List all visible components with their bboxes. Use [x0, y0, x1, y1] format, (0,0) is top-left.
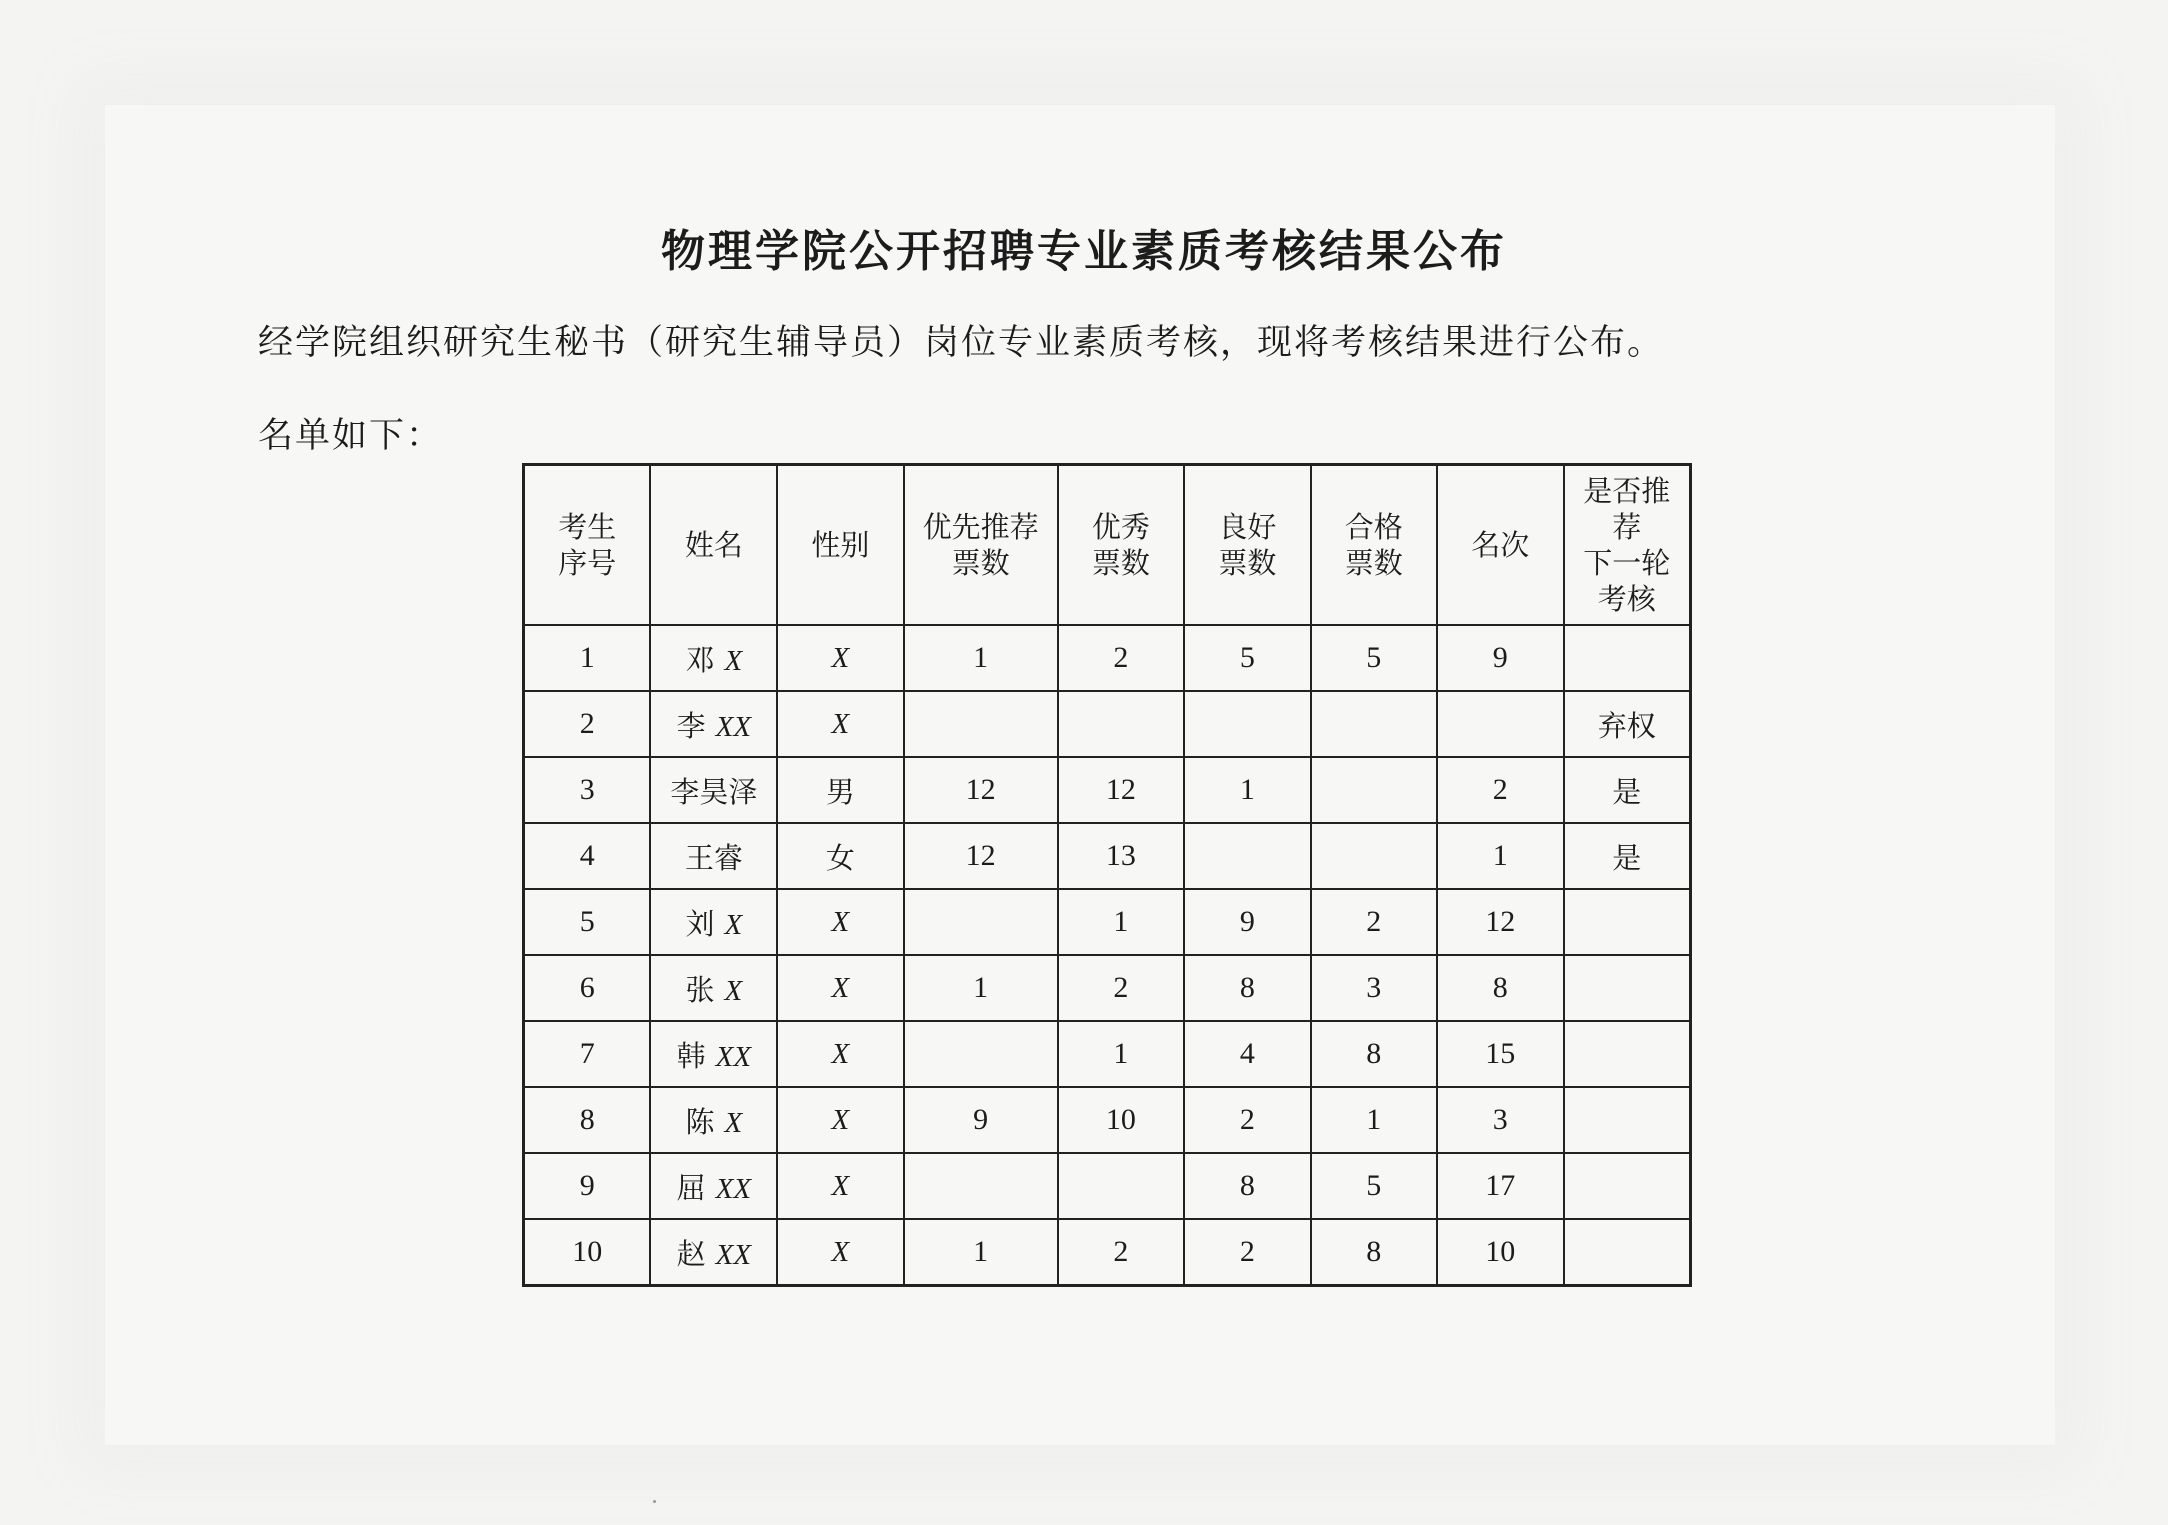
cell-seq: 1: [524, 625, 651, 691]
name-masked: XX: [715, 1172, 752, 1205]
cell-priority-votes: 1: [904, 1219, 1058, 1286]
header-priority-votes: [904, 465, 1058, 626]
name-surname: 张: [685, 972, 715, 1007]
header-excellent-line1: 优秀: [1091, 510, 1150, 544]
cell-rank: 12: [1437, 889, 1563, 955]
cell-excellent-votes: 13: [1058, 823, 1184, 889]
cell-seq: 6: [524, 955, 651, 1021]
cell-gender: X: [777, 955, 903, 1021]
name-masked: XX: [715, 1040, 752, 1073]
cell-pass-votes: [1311, 691, 1437, 757]
header-pass-line1: 合格: [1344, 510, 1403, 544]
cell-name: 王睿: [650, 823, 777, 889]
cell-next-round: 是: [1564, 823, 1691, 889]
header-priority-line2: 票数: [951, 546, 1010, 580]
cell-excellent-votes: 10: [1058, 1087, 1184, 1153]
cell-gender: X: [777, 1153, 903, 1219]
cell-name: 李昊泽: [650, 757, 777, 823]
cell-seq: 7: [524, 1021, 651, 1087]
cell-priority-votes: 1: [904, 625, 1058, 691]
name-surname: 刘: [685, 906, 715, 941]
header-good-line2: 票数: [1218, 546, 1277, 580]
cell-name: [650, 1219, 777, 1286]
cell-gender: 女: [777, 823, 903, 889]
cell-rank: 10: [1437, 1219, 1563, 1286]
cell-next-round: 是: [1564, 757, 1691, 823]
cell-good-votes: 9: [1184, 889, 1310, 955]
cell-name: [650, 889, 777, 955]
cell-pass-votes: 8: [1311, 1021, 1437, 1087]
name-surname: 陈: [685, 1104, 715, 1139]
table-row: [524, 691, 1691, 757]
cell-excellent-votes: 2: [1058, 1219, 1184, 1286]
cell-pass-votes: [1311, 823, 1437, 889]
table-row: [524, 1021, 1691, 1087]
cell-excellent-votes: 1: [1058, 1021, 1184, 1087]
cell-rank: 9: [1437, 625, 1563, 691]
cell-rank: 15: [1437, 1021, 1563, 1087]
name-surname: 邓: [685, 642, 715, 677]
intro-paragraph: 经学院组织研究生秘书（研究生辅导员）岗位专业素质考核，现将考核结果进行公布。: [258, 323, 1665, 363]
cell-seq: 4: [524, 823, 651, 889]
table-row: [524, 625, 1691, 691]
header-next-line3: 下一轮: [1583, 546, 1671, 580]
cell-priority-votes: [904, 1021, 1058, 1087]
header-pass-line2: 票数: [1344, 546, 1403, 580]
header-rank: 名次: [1437, 465, 1563, 626]
header-name: 姓名: [650, 465, 777, 626]
name-surname: 李: [676, 708, 706, 743]
cell-name: [650, 955, 777, 1021]
cell-next-round: [1564, 1087, 1691, 1153]
header-seq-line1: 考生: [558, 510, 617, 544]
name-masked: X: [724, 908, 743, 941]
cell-gender: X: [777, 1219, 903, 1286]
cell-good-votes: 4: [1184, 1021, 1310, 1087]
cell-pass-votes: 5: [1311, 625, 1437, 691]
cell-seq: 3: [524, 757, 651, 823]
name-surname: 韩: [676, 1038, 706, 1073]
table-row: [524, 1153, 1691, 1219]
results-table: [522, 463, 1692, 1287]
cell-gender: 男: [777, 757, 903, 823]
cell-pass-votes: [1311, 757, 1437, 823]
header-good-line1: 良好: [1218, 510, 1277, 544]
cell-priority-votes: 12: [904, 757, 1058, 823]
cell-seq: 5: [524, 889, 651, 955]
header-excellent-line2: 票数: [1091, 546, 1150, 580]
cell-seq: 8: [524, 1087, 651, 1153]
cell-good-votes: [1184, 823, 1310, 889]
cell-next-round: [1564, 955, 1691, 1021]
cell-good-votes: 2: [1184, 1087, 1310, 1153]
name-masked: X: [724, 974, 743, 1007]
cell-pass-votes: 5: [1311, 1153, 1437, 1219]
cell-good-votes: 1: [1184, 757, 1310, 823]
name-masked: XX: [715, 1238, 752, 1271]
cell-excellent-votes: 1: [1058, 889, 1184, 955]
cell-priority-votes: 1: [904, 955, 1058, 1021]
header-good-votes: [1184, 465, 1310, 626]
cell-rank: 3: [1437, 1087, 1563, 1153]
cell-priority-votes: [904, 889, 1058, 955]
header-gender: 性别: [777, 465, 903, 626]
cell-gender: X: [777, 1087, 903, 1153]
cell-rank: 8: [1437, 955, 1563, 1021]
header-next-line2: 荐: [1612, 510, 1642, 544]
cell-excellent-votes: 2: [1058, 625, 1184, 691]
name-masked: X: [724, 644, 743, 677]
cell-next-round: [1564, 889, 1691, 955]
cell-name: [650, 691, 777, 757]
cell-pass-votes: 1: [1311, 1087, 1437, 1153]
table-row: [524, 889, 1691, 955]
table-row: [524, 955, 1691, 1021]
cell-excellent-votes: 12: [1058, 757, 1184, 823]
cell-excellent-votes: [1058, 691, 1184, 757]
cell-priority-votes: 12: [904, 823, 1058, 889]
cell-next-round: [1564, 1153, 1691, 1219]
cell-good-votes: 2: [1184, 1219, 1310, 1286]
header-seq-line2: 序号: [558, 546, 617, 580]
document-title: 物理学院公开招聘专业素质考核结果公布: [661, 226, 1507, 277]
cell-excellent-votes: 2: [1058, 955, 1184, 1021]
table-header-row: [524, 465, 1691, 626]
cell-next-round: [1564, 625, 1691, 691]
cell-pass-votes: 2: [1311, 889, 1437, 955]
cell-next-round: [1564, 1219, 1691, 1286]
table-row: [524, 823, 1691, 889]
cell-name: [650, 1153, 777, 1219]
cell-name: [650, 625, 777, 691]
cell-priority-votes: [904, 1153, 1058, 1219]
cell-gender: X: [777, 691, 903, 757]
name-masked: XX: [715, 710, 752, 743]
cell-priority-votes: 9: [904, 1087, 1058, 1153]
header-priority-line1: 优先推荐: [922, 510, 1039, 544]
name-surname: 屈: [676, 1170, 706, 1205]
cell-seq: 2: [524, 691, 651, 757]
cell-priority-votes: [904, 691, 1058, 757]
table-row: [524, 1087, 1691, 1153]
cell-good-votes: [1184, 691, 1310, 757]
cell-rank: [1437, 691, 1563, 757]
header-next-round: [1564, 465, 1691, 626]
name-masked: X: [724, 1106, 743, 1139]
header-next-line1: 是否推: [1583, 474, 1671, 508]
cell-rank: 2: [1437, 757, 1563, 823]
name-surname: 赵: [676, 1236, 706, 1271]
cell-seq: 9: [524, 1153, 651, 1219]
cell-good-votes: 8: [1184, 955, 1310, 1021]
cell-rank: 1: [1437, 823, 1563, 889]
cell-next-round: 弃权: [1564, 691, 1691, 757]
cell-pass-votes: 3: [1311, 955, 1437, 1021]
cell-gender: X: [777, 1021, 903, 1087]
cell-next-round: [1564, 1021, 1691, 1087]
cell-excellent-votes: [1058, 1153, 1184, 1219]
cell-name: [650, 1021, 777, 1087]
table-row: [524, 1219, 1691, 1286]
header-next-line4: 考核: [1597, 582, 1656, 616]
cell-gender: X: [777, 625, 903, 691]
header-pass-votes: [1311, 465, 1437, 626]
table-row: [524, 757, 1691, 823]
cell-rank: 17: [1437, 1153, 1563, 1219]
list-label: 名单如下：: [258, 416, 444, 456]
cell-gender: X: [777, 889, 903, 955]
cell-name: [650, 1087, 777, 1153]
cell-pass-votes: 8: [1311, 1219, 1437, 1286]
cell-good-votes: 8: [1184, 1153, 1310, 1219]
scan-speck: [653, 1500, 656, 1503]
header-excellent-votes: [1058, 465, 1184, 626]
header-seq: [524, 465, 651, 626]
cell-good-votes: 5: [1184, 625, 1310, 691]
cell-seq: 10: [524, 1219, 651, 1286]
